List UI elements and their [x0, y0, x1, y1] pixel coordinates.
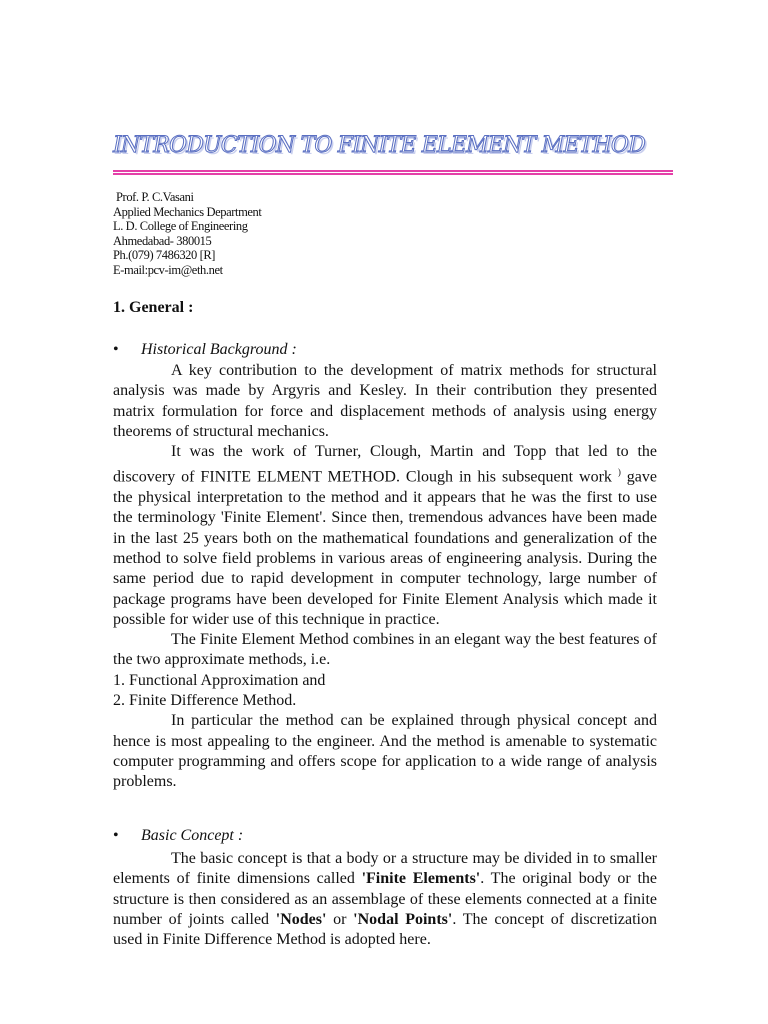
historical-paragraph-2 [113, 442, 657, 630]
term-nodes: 'Nodes' [275, 910, 327, 928]
basic-text-a: The basic concept is that a body or a structure may be divided in to smaller elements of finite dimensions called [113, 850, 657, 888]
document-title: INTRODUCTION TO FINITE ELEMENT METHOD [113, 133, 645, 158]
author-email: E-mail:pcv-im@eth.net [113, 262, 223, 277]
basic-concept-body [113, 849, 657, 950]
historical-heading-text: Historical Background : [141, 341, 297, 358]
section-heading-general: 1. General : [113, 299, 194, 316]
list-item-functional-approximation: 1. Functional Approximation and [113, 671, 326, 689]
historical-paragraph-3: The Finite Element Method combines in an elegant way the best features of the two approximate methods, i.e. [113, 631, 657, 669]
bullet-icon: • [113, 341, 119, 358]
author-name: Prof. P. C.Vasani [116, 190, 194, 204]
basic-text-e: or [326, 910, 354, 928]
author-phone: Ph.(079) 7486320 [R] [113, 248, 216, 262]
historical-paragraph-1: A key contribution to the development of matrix methods for structural analysis was made by Argyris and Kesley. In their contribution they presented matrix formulation for force and displacement methods of analysis using energy theorems of structural mechanics. [113, 362, 657, 440]
basic-text-c: . The original body or the structure is then considered as an assemblage of these elements connected at a finite number of joints called [113, 870, 657, 928]
bullet-icon: • [113, 827, 119, 844]
historical-p2-text-b: gave the physical interpretation to the method and it appears that he was the first to use the terminology 'Finite Element'. Since then, tremendous advances have been made in the last 25 years both on the mathematical foundations and generalization of the method to solve field problems in various areas of engineering analysis. During the same period due to rapid development in computer technology, large number of package programs have been developed for Finite Element Analysis which made it possible for wider use of this technique in practice. [113, 468, 658, 628]
basic-concept-heading [113, 827, 243, 845]
term-finite-elements: 'Finite Elements' [361, 870, 481, 888]
basic-concept-paragraph [113, 849, 657, 950]
author-city: Ahmedabad- 380015 [113, 233, 212, 248]
footnote-mark: ) [617, 467, 621, 478]
author-block [113, 190, 413, 277]
list-item-finite-difference: 2. Finite Difference Method. [113, 692, 297, 710]
basic-heading-text: Basic Concept : [141, 827, 244, 844]
author-college: L. D. College of Engineering [113, 219, 248, 233]
basic-text-g: . The concept of discretization used in Finite Difference Method is adopted here. [113, 910, 657, 949]
title-underline-rule [113, 170, 673, 175]
historical-body [113, 361, 657, 793]
historical-paragraph-4: In particular the method can be explained through physical concept and hence is most appealing to the engineer. And the method is amenable to systematic computer programming and offers scope for application to a wide range of analysis problems. [113, 712, 657, 791]
author-department: Applied Mechanics Department [113, 204, 262, 219]
historical-background-heading [113, 341, 297, 359]
term-nodal-points: 'Nodal Points' [353, 910, 453, 928]
historical-p2-text-a: It was the work of Turner, Clough, Martin and Topp that led to the discovery of FINITE ELMENT METHOD. Clough in his subsequent work [113, 443, 657, 486]
